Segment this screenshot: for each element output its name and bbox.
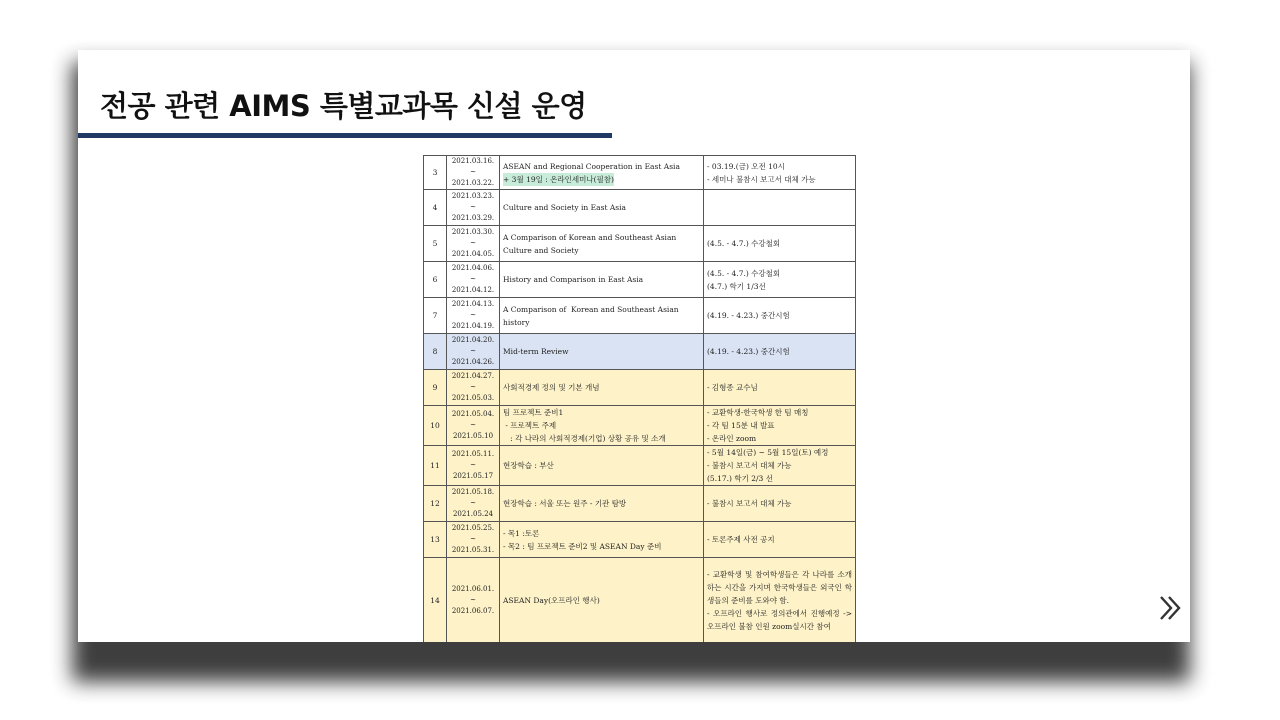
date-separator: ~	[470, 203, 476, 211]
schedule-body	[424, 156, 856, 643]
note-line: (4.19. - 4.23.) 중간시험	[707, 347, 790, 356]
week-number-cell: 11	[424, 446, 447, 486]
date-start: 2021.06.01.	[451, 585, 495, 593]
date-separator: ~	[470, 275, 476, 283]
double-chevron-right-icon[interactable]	[1158, 593, 1184, 623]
date-start: 2021.03.30.	[451, 228, 495, 236]
content-line: 사회적경제 정의 및 기본 개념	[503, 383, 600, 392]
date-separator: ~	[470, 383, 476, 391]
content-cell	[500, 262, 704, 298]
date-separator: ~	[470, 499, 476, 507]
date-separator: ~	[470, 347, 476, 355]
date-end: 2021.05.10	[452, 432, 494, 440]
date-end: 2021.04.19.	[451, 322, 495, 330]
date-end: 2021.05.17	[452, 472, 494, 480]
date-start: 2021.04.20.	[451, 336, 495, 344]
date-end: 2021.04.26.	[451, 358, 495, 366]
content-line: A Comparison of Korean and Southeast Asian	[503, 304, 679, 314]
notes-cell	[704, 190, 856, 226]
note-line: (4.19. - 4.23.) 중간시험	[707, 311, 790, 320]
week-number-cell: 6	[424, 262, 447, 298]
date-start: 2021.04.27.	[451, 372, 495, 380]
notes-cell	[704, 226, 856, 262]
content-cell	[500, 370, 704, 406]
notes-cell	[704, 262, 856, 298]
content-line: : 각 나라의 사회적경제(기업) 상황 공유 및 소개	[503, 434, 666, 443]
date-separator: ~	[470, 421, 476, 429]
note-line: - 교환학생 및 참여학생들은 각 나라를 소개하는 시간을 가지며 한국학생들은 외국인 학생들의 준비를 도와야 함.	[707, 570, 852, 605]
table-row	[424, 446, 856, 486]
week-number-cell: 4	[424, 190, 447, 226]
date-cell	[447, 486, 500, 522]
notes-cell	[704, 486, 856, 522]
week-number-cell: 13	[424, 522, 447, 558]
content-line: 현장학습 : 서울 또는 원주 - 기관 탐방	[503, 499, 627, 508]
week-number-cell: 12	[424, 486, 447, 522]
content-line: - 프로젝트 주제	[503, 421, 557, 430]
content-line: history	[503, 317, 530, 327]
week-number-cell: 9	[424, 370, 447, 406]
date-start: 2021.05.25.	[451, 524, 495, 532]
date-cell	[447, 190, 500, 226]
content-cell	[500, 190, 704, 226]
date-start: 2021.03.23.	[451, 192, 495, 200]
date-cell	[447, 558, 500, 643]
date-cell	[447, 298, 500, 334]
table-row	[424, 334, 856, 370]
content-cell	[500, 446, 704, 486]
note-line: - 오프라인 행사로 정의관에서 진행예정 -> 오프라인 불참 인원 zoom실시간 참여	[707, 609, 852, 631]
notes-cell	[704, 370, 856, 406]
content-line: 팀 프로젝트 준비1	[503, 408, 564, 417]
date-cell	[447, 370, 500, 406]
date-start: 2021.05.11.	[451, 450, 495, 458]
date-cell	[447, 406, 500, 446]
seminar-highlight: + 3월 19일 : 온라인세미나(필참)	[503, 174, 614, 184]
date-end: 2021.06.07.	[451, 607, 495, 615]
date-separator: ~	[470, 535, 476, 543]
week-number-cell: 10	[424, 406, 447, 446]
note-line: - 교환학생-한국학생 한 팀 매칭	[707, 408, 809, 417]
date-cell	[447, 262, 500, 298]
notes-cell	[704, 156, 856, 190]
date-start: 2021.03.16.	[451, 157, 495, 165]
notes-cell	[704, 446, 856, 486]
content-line: A Comparison of Korean and Southeast Asian	[503, 232, 677, 242]
table-row	[424, 486, 856, 522]
note-line: (4.5. - 4.7.) 수강철회	[707, 239, 781, 248]
slide-title: 전공 관련 AIMS 특별교과목 신설 운영	[100, 89, 587, 123]
table-row	[424, 156, 856, 190]
content-cell	[500, 486, 704, 522]
date-separator: ~	[470, 239, 476, 247]
date-start: 2021.04.06.	[451, 264, 495, 272]
note-line: - 토론주제 사전 공지	[707, 535, 775, 544]
notes-cell	[704, 406, 856, 446]
note-line: - 5월 14일(금) ~ 5월 15일(토) 예정	[707, 448, 829, 457]
date-start: 2021.04.13.	[451, 300, 495, 308]
week-number-cell: 7	[424, 298, 447, 334]
content-line: History and Comparison in East Asia	[503, 275, 644, 284]
note-line: - 온라인 zoom	[707, 434, 757, 443]
content-line: Culture and Society in East Asia	[503, 203, 626, 212]
content-cell	[500, 298, 704, 334]
notes-cell	[704, 298, 856, 334]
note-line: (4.5. - 4.7.) 수강철회	[707, 268, 781, 278]
date-cell	[447, 334, 500, 370]
note-line: (5.17.) 학기 2/3 선	[707, 474, 773, 483]
note-line: - 세미나 불참시 보고서 대체 가능	[707, 174, 816, 184]
content-line: ASEAN Day(오프라인 행사)	[503, 596, 600, 605]
date-cell	[447, 446, 500, 486]
content-line: - 목2 : 팀 프로젝트 준비2 및 ASEAN Day 준비	[503, 541, 662, 551]
content-line: - 목1 :토론	[503, 528, 540, 538]
week-number-cell: 14	[424, 558, 447, 643]
table-row	[424, 406, 856, 446]
content-cell	[500, 406, 704, 446]
note-line: - 불참시 보고서 대체 가능	[707, 499, 792, 508]
date-cell	[447, 156, 500, 190]
date-end: 2021.05.24	[452, 510, 494, 518]
date-separator: ~	[470, 311, 476, 319]
table-row	[424, 190, 856, 226]
date-end: 2021.04.12.	[451, 286, 495, 294]
note-line: - 03.19.(금) 오전 10시	[707, 161, 785, 171]
date-separator: ~	[470, 596, 476, 604]
content-cell	[500, 334, 704, 370]
table-row	[424, 262, 856, 298]
notes-cell	[704, 522, 856, 558]
content-line: 현장학습 : 부산	[503, 461, 554, 470]
date-start: 2021.05.04.	[451, 410, 495, 418]
content-line: Mid-term Review	[503, 347, 569, 356]
date-end: 2021.04.05.	[451, 250, 495, 258]
content-cell	[500, 226, 704, 262]
table-row	[424, 370, 856, 406]
note-line: - 각 팀 15분 내 발표	[707, 421, 775, 430]
content-line: Culture and Society	[503, 245, 579, 255]
table-row	[424, 226, 856, 262]
table-row	[424, 558, 856, 643]
date-cell	[447, 226, 500, 262]
content-cell	[500, 558, 704, 643]
date-cell	[447, 522, 500, 558]
date-separator: ~	[470, 168, 476, 176]
note-line: (4.7.) 학기 1/3선	[707, 281, 766, 291]
table-row	[424, 298, 856, 334]
date-end: 2021.03.22.	[451, 179, 495, 187]
notes-cell	[704, 334, 856, 370]
date-start: 2021.05.18.	[451, 488, 495, 496]
slide	[78, 50, 1190, 642]
week-number-cell: 3	[424, 156, 447, 190]
notes-cell	[704, 558, 856, 643]
table-row	[424, 522, 856, 558]
note-line: - 불참시 보고서 대체 가능	[707, 461, 792, 470]
week-number-cell: 8	[424, 334, 447, 370]
schedule-table	[423, 155, 856, 642]
note-line: - 김형종 교수님	[707, 383, 758, 392]
date-end: 2021.05.03.	[451, 394, 495, 402]
date-end: 2021.05.31.	[451, 546, 495, 554]
date-separator: ~	[470, 461, 476, 469]
title-underline	[78, 133, 612, 138]
content-line: ASEAN and Regional Cooperation in East Asia	[503, 161, 680, 171]
content-cell	[500, 156, 704, 190]
date-end: 2021.03.29.	[451, 214, 495, 222]
content-cell	[500, 522, 704, 558]
week-number-cell: 5	[424, 226, 447, 262]
